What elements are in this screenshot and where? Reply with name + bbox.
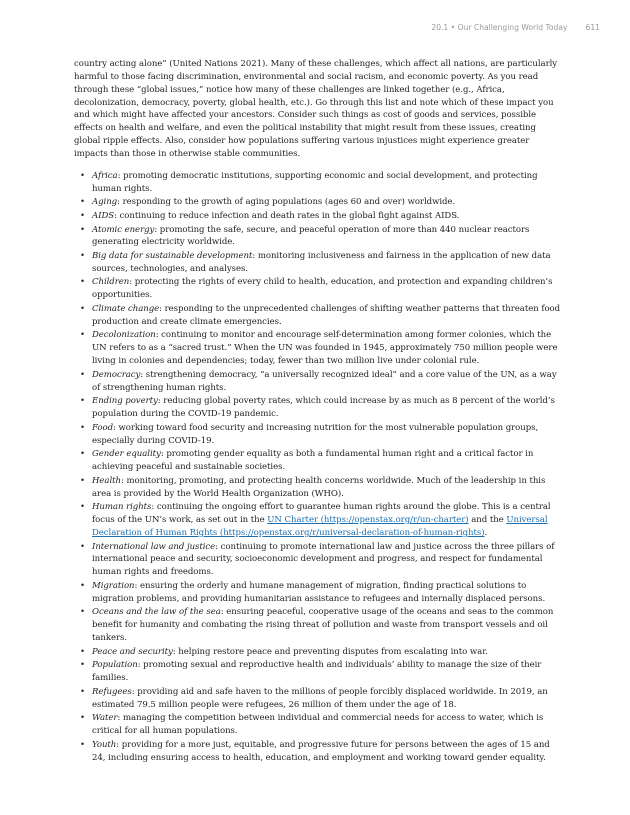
issue-text: : promoting democratic institutions, supporting economic and social development, and protecting human rights.	[92, 170, 538, 194]
global-issues-list	[74, 170, 564, 765]
issue-term: Aging	[92, 197, 118, 208]
issue-text: : protecting the rights of every child to health, education, and protection and expanding children’s opportunities.	[92, 277, 553, 301]
issue-term: Population	[92, 660, 138, 671]
issue-text: : promoting gender equality as both a fundamental human right and a critical factor in achieving peaceful and sustainable societies.	[92, 449, 534, 473]
issue-term: Ending poverty	[92, 396, 158, 407]
issue-text: : continuing to reduce infection and death rates in the global fight against AIDS.	[114, 210, 460, 221]
un-charter-link[interactable]: UN Charter (https://openstax.org/r/un-charter)	[267, 515, 469, 526]
issue-text: : ensuring peaceful, cooperative usage of the oceans and seas to the common benefit for humanity and combating the rising threat of pollution and waste from transport vessels and oil tankers.	[92, 607, 554, 644]
list-item	[74, 170, 564, 196]
issue-text: : promoting sexual and reproductive health and individuals’ ability to manage the size of their families.	[92, 660, 542, 684]
issue-term: Refugees	[92, 686, 132, 697]
list-item	[74, 422, 564, 448]
issue-term: Human rights	[92, 502, 152, 513]
issue-term: Democracy	[92, 369, 141, 380]
list-item	[74, 276, 564, 302]
list-item	[74, 646, 564, 659]
list-item	[74, 210, 564, 223]
list-item	[74, 303, 564, 329]
issue-text: : managing the competition between individual and commercial needs for access to water, which is critical for all human populations.	[92, 713, 544, 737]
list-item	[74, 501, 564, 540]
issue-text-end: .	[484, 527, 488, 538]
issue-term: Atomic energy	[92, 224, 155, 235]
issue-term: Climate change	[92, 303, 160, 314]
issue-term: Oceans and the law of the sea	[92, 607, 221, 618]
list-item	[74, 395, 564, 421]
issue-term: Water	[92, 713, 118, 724]
udhr-link[interactable]: Universal Declaration of Human Rights (https://openstax.org/r/universal-declaration-of-human-rights)	[92, 515, 548, 538]
list-item	[74, 250, 564, 276]
body-content	[74, 58, 564, 765]
list-item	[74, 196, 564, 209]
list-item	[74, 475, 564, 501]
issue-text: : monitoring inclusiveness and fairness in the application of new data sources, technologies, and analyses.	[92, 251, 551, 274]
issue-text: : strengthening democracy, “a universally recognized ideal” and a core value of the UN, as a way of strengthening human rights.	[92, 369, 557, 393]
issue-text-connector: and the	[468, 515, 507, 526]
issue-text: : continuing to monitor and encourage self-determination among former colonies, which the UN refers to as a “sacred trust.” When the UN was founded in 1945, approximately 750 million people were living in colonies and dependencies; today, fewer than two million live under colonial rule.	[92, 330, 558, 367]
list-item	[74, 712, 564, 738]
list-item	[74, 541, 564, 580]
issue-term: International law and justice	[92, 541, 216, 552]
list-item	[74, 329, 564, 368]
list-item	[74, 739, 564, 765]
issue-term: Children	[92, 277, 130, 288]
page-number: 611	[585, 23, 600, 32]
issue-text: : providing aid and safe haven to the millions of people forcibly displaced worldwide. In 2019, an estimated 79.5 million people were refugees, 26 million of them under the age of 18.	[92, 686, 548, 710]
issue-term: Peace and security	[92, 646, 173, 657]
issue-term: Gender equality	[92, 449, 161, 460]
issue-text: : continuing the ongoing effort to guarantee human rights around the globe. This is a central focus of the UN’s work, as set out in the	[92, 502, 551, 526]
issue-term: Food	[92, 422, 114, 433]
list-item	[74, 606, 564, 645]
issue-term: Decolonization	[92, 330, 156, 341]
issue-term: Youth	[92, 739, 117, 750]
issue-term: Africa	[92, 170, 118, 181]
issue-text: : monitoring, promoting, and protecting health concerns worldwide. Much of the leadership in this area is provided by the World Health Organization (WHO).	[92, 475, 546, 499]
issue-term: Migration	[92, 580, 135, 591]
list-item	[74, 686, 564, 712]
running-header	[431, 23, 600, 32]
issue-text: : responding to the unprecedented challenges of shifting weather patterns that threaten food production and create climate emergencies.	[92, 303, 561, 327]
issue-text: : promoting the safe, secure, and peaceful operation of more than 440 nuclear reactors generating electricity worldwide.	[92, 224, 530, 248]
issue-text: : providing for a more just, equitable, and progressive future for persons between the ages of 15 and 24, including ensuring access to health, education, and employment and working toward gender equality.	[92, 739, 550, 763]
list-item	[74, 448, 564, 474]
list-item	[74, 580, 564, 606]
issue-text: : ensuring the orderly and humane management of migration, finding practical solutions to migration problems, and providing humanitarian assistance to refugees and internally displaced persons.	[92, 580, 546, 604]
list-item	[74, 659, 564, 685]
list-item	[74, 224, 564, 250]
intro-paragraph: country acting alone” (United Nations 2021). Many of these challenges, which affect all nations, are particularly harmful to those facing discrimination, environmental and social racism, and economic poverty. As you read through these “global issues,” notice how many of these challenges are linked together (e.g., Africa, decolonization, democracy, poverty, global health, etc.). Go through this list and note which of these impact you and which might have affected your ancestors. Consider such things as cost of goods and services, possible effects on health and welfare, and even the political instability that might result from these issues, creating global ripple effects. Also, consider how populations suffering various injustices might experience greater impacts than those in otherwise stable communities.	[74, 59, 558, 159]
issue-text: : reducing global poverty rates, which could increase by as much as 8 percent of the world’s population during the COVID-19 pandemic.	[92, 396, 555, 420]
issue-text: : helping restore peace and preventing disputes from escalating into war.	[172, 646, 488, 657]
issue-text: : working toward food security and increasing nutrition for the most vulnerable population groups, especially during COVID-19.	[92, 422, 539, 446]
issue-text: : continuing to promote international law and justice across the three pillars of international peace and security, socioeconomic development and progress, and respect for fundamental human rights and freedoms.	[92, 541, 555, 578]
issue-term: AIDS	[92, 210, 115, 221]
issue-text: : responding to the growth of aging populations (ages 60 and over) worldwide.	[117, 197, 456, 208]
list-item	[74, 369, 564, 395]
section-title: 20.1 • Our Challenging World Today	[431, 23, 568, 32]
issue-term: Big data for sustainable development	[92, 251, 253, 261]
issue-term: Health	[92, 475, 121, 486]
